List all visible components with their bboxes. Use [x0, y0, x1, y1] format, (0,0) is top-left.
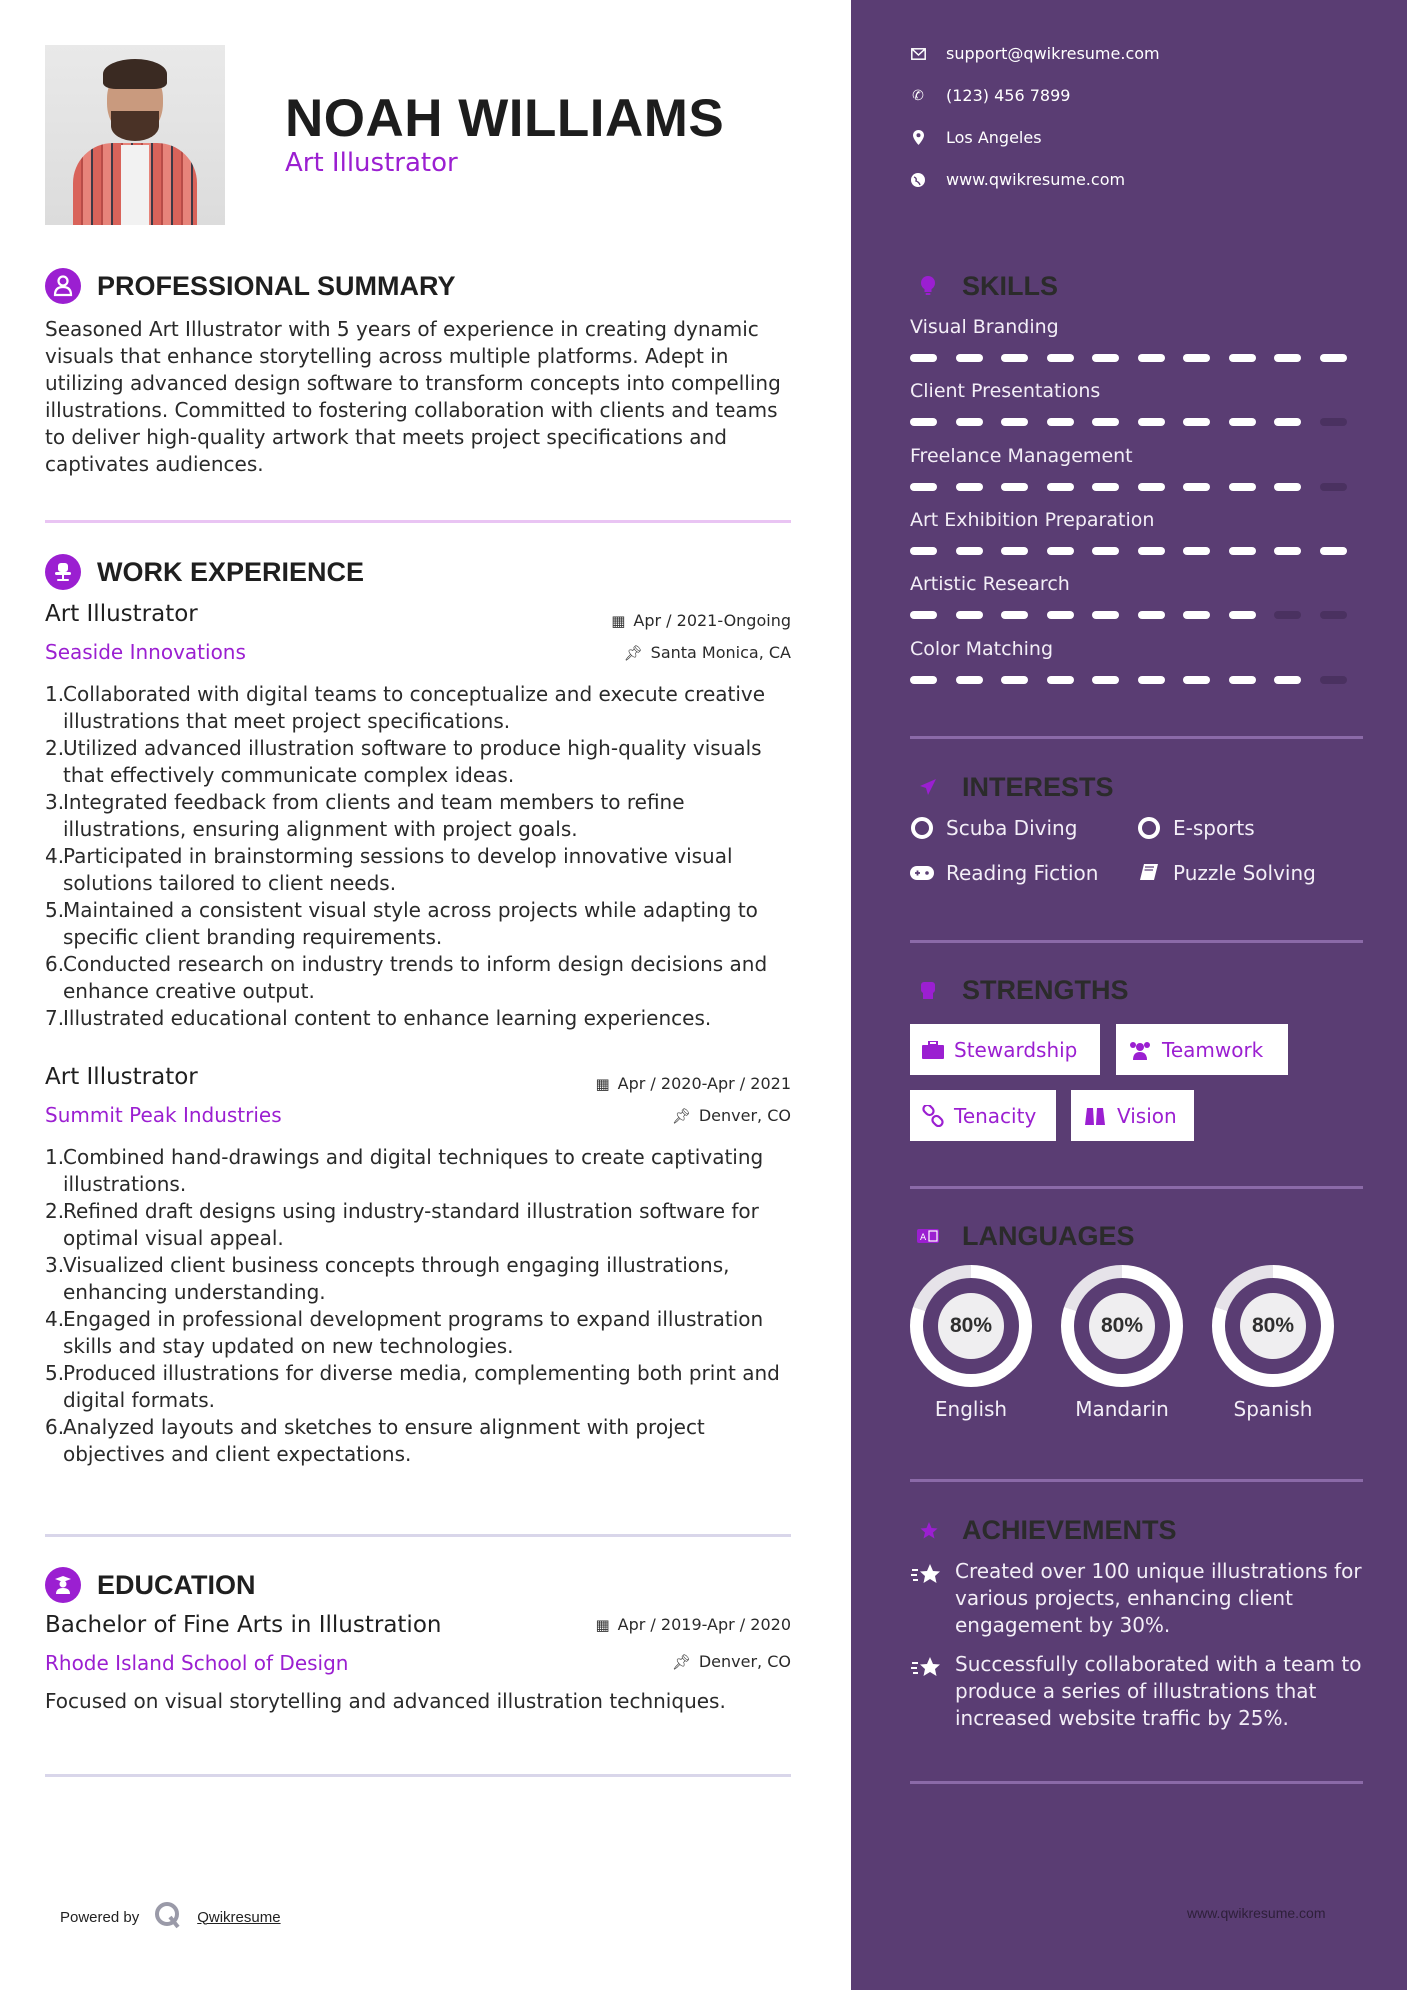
office-chair-icon	[45, 554, 81, 590]
contact-phone: ✆ (123) 456 7899	[910, 86, 1070, 105]
shooting-star-icon	[910, 1558, 944, 1639]
skill-name: Freelance Management	[910, 445, 1133, 467]
skill-rating	[910, 611, 1365, 619]
qwikresume-logo-icon	[153, 1900, 183, 1934]
bullet-item: 7. Illustrated educational content to enhance learning experiences.	[45, 1006, 712, 1030]
star-icon	[910, 1512, 946, 1548]
bullet-item: 2. Refined draft designs using industry-standard illustration software for optimal visual appeal.	[45, 1199, 759, 1250]
bullet-item: 3. Integrated feedback from clients and team members to refine illustrations, ensuring alignment with project goals.	[45, 790, 685, 841]
section-title: SKILLS	[962, 270, 1059, 301]
language-progress-ring: 80%	[1212, 1265, 1334, 1387]
binoculars-icon	[1083, 1105, 1107, 1127]
job-title: Art Illustrator	[45, 1064, 198, 1090]
language-progress-ring: 80%	[910, 1265, 1032, 1387]
section-header-strengths	[910, 972, 1129, 1008]
section-title: LANGUAGES	[962, 1220, 1135, 1251]
profile-photo	[45, 45, 225, 225]
section-header-experience	[45, 554, 364, 590]
calendar-icon: ▦	[595, 1615, 610, 1634]
achievement-item: Successfully collaborated with a team to produce a series of illustrations that increased website traffic by 25%.	[910, 1651, 1370, 1732]
divider	[910, 1186, 1363, 1189]
pushpin-icon: 📌︎	[671, 1652, 691, 1671]
bullet-item: 4. Engaged in professional development programs to expand illustration skills and stay updated on new technologies.	[45, 1307, 764, 1358]
skill-rating	[910, 354, 1365, 362]
interest-item: Puzzle Solving	[1137, 861, 1316, 885]
candidate-title: Art Illustrator	[285, 148, 458, 178]
job-dates: ▦ Apr / 2020-Apr / 2021	[595, 1074, 791, 1093]
skill-name: Artistic Research	[910, 573, 1070, 595]
divider	[910, 1479, 1363, 1482]
qwikresume-link[interactable]: Qwikresume	[197, 1908, 281, 1926]
section-header-skills	[910, 268, 1058, 304]
summary-text: Seasoned Art Illustrator with 5 years of experience in creating dynamic visuals that enhance storytelling across multiple platforms. Adept in utilizing advanced design software to transform concepts into compelling illustrations. Committed to fostering collaboration with clients and teams to deliver high-quality artwork that meets project specifications and captivates audiences.	[45, 317, 781, 476]
degree-title: Bachelor of Fine Arts in Illustration	[45, 1612, 442, 1638]
contact-email: support@qwikresume.com	[910, 44, 1160, 63]
strength-badge: Teamwork	[1116, 1024, 1288, 1075]
lightbulb-icon	[910, 268, 946, 304]
section-header-summary	[45, 268, 456, 304]
divider	[45, 1534, 791, 1537]
skill-rating	[910, 547, 1365, 555]
skill-name: Client Presentations	[910, 380, 1101, 402]
powered-by: Powered by Qwikresume	[60, 1900, 281, 1934]
user-icon	[45, 268, 81, 304]
section-header-achievements	[910, 1512, 1177, 1548]
bullet-item: 1. Collaborated with digital teams to conceptualize and execute creative illustrations that meet project specifications.	[45, 682, 766, 733]
strength-badge: Tenacity	[910, 1090, 1056, 1141]
job-location: 📌︎ Denver, CO	[671, 1106, 791, 1125]
pushpin-icon: 📌︎	[671, 1106, 691, 1125]
skill-name: Art Exhibition Preparation	[910, 509, 1155, 531]
section-header-interests	[910, 769, 1114, 805]
language-name: Mandarin	[1075, 1397, 1169, 1421]
divider	[910, 736, 1363, 739]
paper-plane-icon	[910, 769, 946, 805]
skill-rating	[910, 418, 1365, 426]
skill-name: Visual Branding	[910, 316, 1059, 338]
language-item	[1061, 1265, 1183, 1421]
school-name: Rhode Island School of Design	[45, 1651, 349, 1675]
calendar-icon: ▦	[595, 1074, 610, 1093]
bullet-item: 2. Utilized advanced illustration software to produce high-quality visuals that effectively communicate complex ideas.	[45, 736, 762, 787]
job-bullets	[45, 681, 805, 1032]
shooting-star-icon	[910, 1651, 944, 1732]
bullet-item: 6. Analyzed layouts and sketches to ensure alignment with project objectives and client expectations.	[45, 1415, 705, 1466]
fist-icon	[910, 972, 946, 1008]
job-dates: ▦ Apr / 2021-Ongoing	[611, 611, 791, 630]
bullet-item: 6. Conducted research on industry trends to inform design decisions and enhance creative output.	[45, 952, 768, 1003]
language-name: Spanish	[1233, 1397, 1313, 1421]
contact-location: Los Angeles	[910, 128, 1042, 147]
education-dates: ▦ Apr / 2019-Apr / 2020	[595, 1615, 791, 1634]
interest-item: Reading Fiction	[910, 861, 1098, 885]
lifebuoy-icon	[910, 817, 934, 839]
job-title: Art Illustrator	[45, 601, 198, 627]
graduate-icon	[45, 1567, 81, 1603]
map-marker-icon	[910, 130, 926, 145]
section-title: EDUCATION	[97, 1569, 256, 1600]
bullet-item: 5. Maintained a consistent visual style across projects while adapting to specific client branding requirements.	[45, 898, 758, 949]
lifebuoy-icon	[1137, 817, 1161, 839]
skill-rating	[910, 676, 1365, 684]
language-progress-ring: 80%	[1061, 1265, 1183, 1387]
gamepad-icon	[910, 866, 934, 880]
achievement-item: Created over 100 unique illustrations for various projects, enhancing client engagement by 30%.	[910, 1558, 1370, 1639]
section-title: INTERESTS	[962, 771, 1114, 802]
education-description: Focused on visual storytelling and advanced illustration techniques.	[45, 1689, 726, 1713]
bullet-item: 5. Produced illustrations for diverse media, complementing both print and digital formats.	[45, 1361, 780, 1412]
language-item	[1212, 1265, 1334, 1421]
section-title: WORK EXPERIENCE	[97, 556, 365, 587]
translate-icon	[910, 1218, 946, 1254]
candidate-name: NOAH WILLIAMS	[285, 89, 725, 148]
divider	[910, 1781, 1363, 1784]
section-header-education	[45, 1567, 256, 1603]
envelope-icon	[910, 48, 926, 60]
svg-text:A: A	[920, 1233, 927, 1243]
divider	[45, 520, 791, 523]
section-header-languages	[910, 1218, 1135, 1254]
language-item	[910, 1265, 1032, 1421]
strength-badge: Stewardship	[910, 1024, 1100, 1075]
bullet-item: 3. Visualized client business concepts through engaging illustrations, enhancing understanding.	[45, 1253, 730, 1304]
job-company: Seaside Innovations	[45, 640, 246, 664]
phone-icon: ✆	[912, 87, 924, 104]
section-title: STRENGTHS	[962, 974, 1129, 1005]
link-icon	[922, 1105, 944, 1127]
divider	[910, 940, 1363, 943]
book-icon	[1137, 863, 1161, 883]
divider	[45, 1774, 791, 1777]
contact-website: www.qwikresume.com	[910, 170, 1125, 189]
skill-name: Color Matching	[910, 638, 1054, 660]
job-company: Summit Peak Industries	[45, 1103, 282, 1127]
strength-badge: Vision	[1071, 1090, 1194, 1141]
language-name: English	[934, 1397, 1008, 1421]
footer-website: www.qwikresume.com	[1187, 1905, 1326, 1921]
bullet-item: 1. Combined hand-drawings and digital techniques to create captivating illustrations.	[45, 1145, 764, 1196]
skill-rating	[910, 483, 1365, 491]
briefcase-icon	[922, 1041, 944, 1059]
bullet-item: 4. Participated in brainstorming sessions to develop innovative visual solutions tailored to client needs.	[45, 844, 733, 895]
education-location: 📌︎ Denver, CO	[671, 1652, 791, 1671]
interest-item: E-sports	[1137, 816, 1255, 840]
pushpin-icon: 📌︎	[623, 643, 643, 662]
interest-item: Scuba Diving	[910, 816, 1077, 840]
calendar-icon: ▦	[611, 611, 626, 630]
globe-icon	[910, 173, 926, 187]
job-bullets	[45, 1144, 805, 1468]
section-title: ACHIEVEMENTS	[962, 1514, 1177, 1545]
job-location: 📌︎ Santa Monica, CA	[623, 643, 791, 662]
section-title: PROFESSIONAL SUMMARY	[97, 270, 456, 301]
users-icon	[1128, 1040, 1152, 1060]
